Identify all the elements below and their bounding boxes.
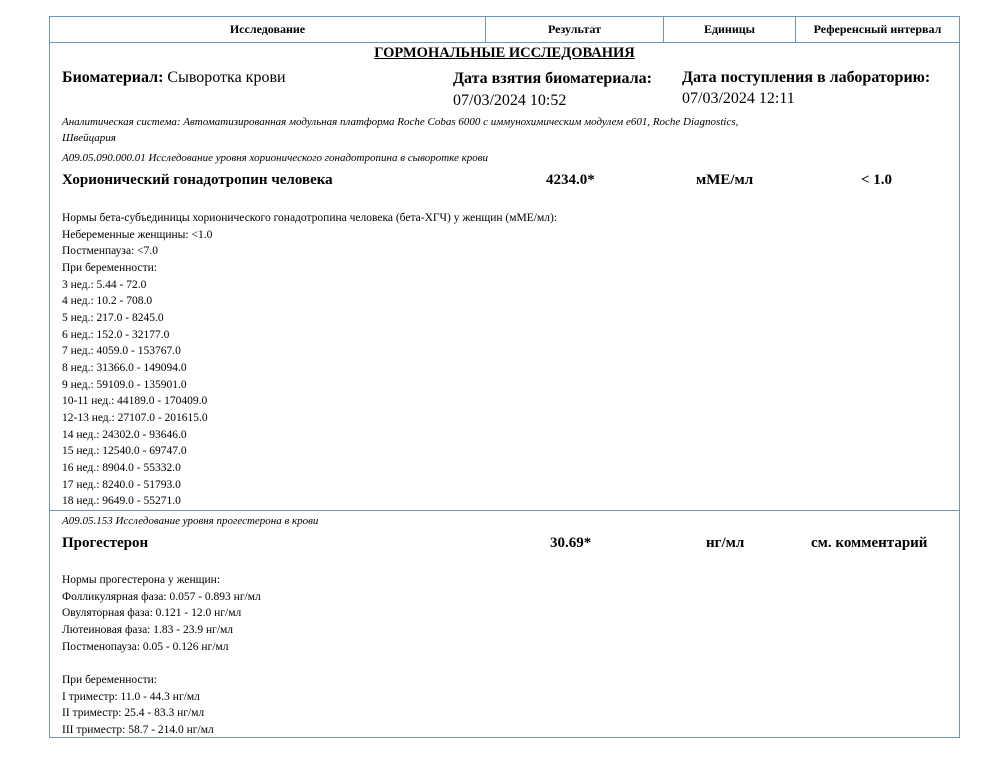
hcg-reference: < 1.0 — [861, 172, 893, 188]
hcg-norm-line: 12-13 нед.: 27107.0 - 201615.0 — [62, 411, 208, 424]
hcg-norm-line: 17 нед.: 8240.0 - 51793.0 — [62, 478, 181, 491]
progesterone-norm-line: Лютеиновая фаза: 1.83 - 23.9 нг/мл — [62, 623, 234, 636]
hcg-norm-line: 15 нед.: 12540.0 - 69747.0 — [62, 445, 187, 458]
progesterone-norm-line: Фолликулярная фаза: 0.057 - 0.893 нг/мл — [62, 590, 261, 603]
hcg-norm-line: 18 нед.: 9649.0 - 55271.0 — [62, 495, 181, 508]
progesterone-norm-line: Постменопауза: 0.05 - 0.126 нг/мл — [62, 640, 229, 653]
progesterone-code-line: А09.05.153 Исследование уровня прогестерона в крови — [62, 515, 319, 527]
hcg-norm-line: При беременности: — [62, 261, 157, 274]
hcg-units: мМЕ/мл — [696, 172, 754, 188]
header-reference: Референсный интервал — [813, 22, 942, 36]
header-result: Результат — [486, 17, 664, 42]
biomaterial-label: Биоматериал: — [62, 69, 164, 86]
hcg-norm-line: 10-11 нед.: 44189.0 - 170409.0 — [62, 395, 208, 408]
hcg-norm-line: 8 нед.: 31366.0 - 149094.0 — [62, 361, 187, 374]
progesterone-norms — [62, 572, 261, 739]
hcg-code-line: А09.05.090.000.01 Исследование уровня хорионического гонадотропина в сыворотке крови — [62, 152, 489, 164]
progesterone-units: нг/мл — [706, 535, 745, 551]
hcg-test-name: Хорионический гонадотропин человека — [62, 172, 333, 188]
progesterone-norm-line: Овуляторная фаза: 0.121 - 12.0 нг/мл — [62, 607, 242, 620]
header-study: Исследование — [50, 17, 486, 42]
analytic-system-line2: Швейцария — [62, 132, 116, 144]
hcg-norm-line: 4 нед.: 10.2 - 708.0 — [62, 295, 153, 308]
hcg-norm-line: 9 нед.: 59109.0 - 135901.0 — [62, 378, 187, 391]
progesterone-result: 30.69* — [550, 535, 592, 551]
progesterone-norm-line: III триместр: 58.7 - 214.0 нг/мл — [62, 723, 214, 736]
hcg-norm-line: Постменпауза: <7.0 — [62, 245, 159, 258]
progesterone-norm-line: I триместр: 11.0 - 44.3 нг/мл — [62, 690, 200, 703]
hcg-norm-line: 7 нед.: 4059.0 - 153767.0 — [62, 345, 181, 358]
hcg-result: 4234.0* — [546, 172, 595, 188]
progesterone-test-name: Прогестерон — [62, 535, 149, 551]
arrival-date-label: Дата поступления в лабораторию: — [682, 69, 931, 86]
progesterone-norm-line: II триместр: 25.4 - 83.3 нг/мл — [62, 707, 205, 720]
hcg-norm-line: Небеременные женщины: <1.0 — [62, 228, 213, 241]
hcg-norm-line: 14 нед.: 24302.0 - 93646.0 — [62, 428, 187, 441]
header-units: Единицы — [664, 17, 796, 42]
progesterone-norm-line: Нормы прогестерона у женщин: — [62, 574, 221, 586]
analytic-system-line1: Аналитическая система: Автоматизированная модульная платформа Roche Cobas 6000 с иммунохимическим модулем e601, Roche Diagnostics, — [62, 116, 739, 128]
collection-date-label: Дата взятия биоматериала: — [453, 70, 652, 87]
progesterone-reference: см. комментарий — [811, 535, 928, 551]
section-title: ГОРМОНАЛЬНЫЕ ИССЛЕДОВАНИЯ — [374, 45, 635, 61]
hcg-norm-line: 16 нед.: 8904.0 - 55332.0 — [62, 461, 181, 474]
hcg-norm-line: Нормы бета-субъединицы хорионического гонадотропина человека (бета-ХГЧ) у женщин (мМЕ/мл): — [62, 212, 558, 224]
progesterone-norm-line — [62, 655, 261, 672]
section-divider — [50, 510, 959, 511]
collection-date-value: 07/03/2024 10:52 — [453, 92, 567, 109]
hcg-norm-line: 5 нед.: 217.0 - 8245.0 — [62, 311, 164, 324]
arrival-date-value: 07/03/2024 12:11 — [682, 90, 795, 107]
table-header — [50, 17, 959, 43]
hcg-norm-line: 6 нед.: 152.0 - 32177.0 — [62, 328, 170, 341]
biomaterial — [62, 69, 286, 87]
progesterone-norm-line: При беременности: — [62, 673, 157, 686]
lab-report-table — [49, 16, 960, 738]
biomaterial-value: Сыворотка крови — [167, 69, 286, 86]
hcg-norm-line: 3 нед.: 5.44 - 72.0 — [62, 278, 147, 291]
hcg-norms — [62, 210, 557, 510]
